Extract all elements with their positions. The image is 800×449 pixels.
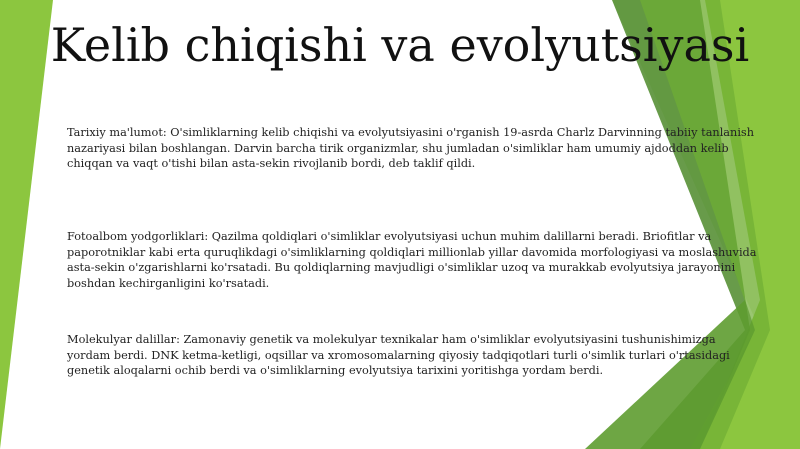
paragraph-fossil: Fotoalbom yodgorliklari: Qazilma qoldiqlari o'simliklar evolyutsiyasi uchun muhim dalillarni beradi. Briofitlar va paporotniklar kabi erta quruqlikdagi o'simliklarning qoldiqlari millionlab yillar davomida morfologiyasi va moslashuvida asta-sekin o'zgarishlarni ko'rsatadi. Bu qoldiqlarning mavjudligi o'simliklar uzoq va murakkab evolyutsiya jarayonini boshdan kechirganligini ko'rsatadi.	[67, 230, 757, 290]
paragraph-historical: Tarixiy ma'lumot: O'simliklarning kelib chiqishi va evolyutsiyasini o'rganish 19-asrda Charlz Darvinning tabiiy tanlanish nazariyasi bilan boshlangan. Darvin barcha tirik organizmlar, shu jumladan o'simliklar ham umumiy ajdoddan kelib chiqqan va vaqt o'tishi bilan asta-sekin rivojlanib bordi, deb taklif qildi.	[67, 126, 755, 170]
slide-title: Kelib chiqishi va evolyutsiyasi	[50, 18, 750, 72]
paragraph-molecular: Molekulyar dalillar: Zamonaviy genetik va molekulyar texnikalar ham o'simliklar evolyutsiyasini tushunishimizga yordam berdi. DNK ketma-ketligi, oqsillar va xromosomalarning qiyosiy tadqiqotlari turli o'simlik turlari o'rtasidagi genetik aloqalarni ochib berdi va o'simliklarning evolyutsiya tarixini yoritishga yordam berdi.	[67, 333, 730, 377]
